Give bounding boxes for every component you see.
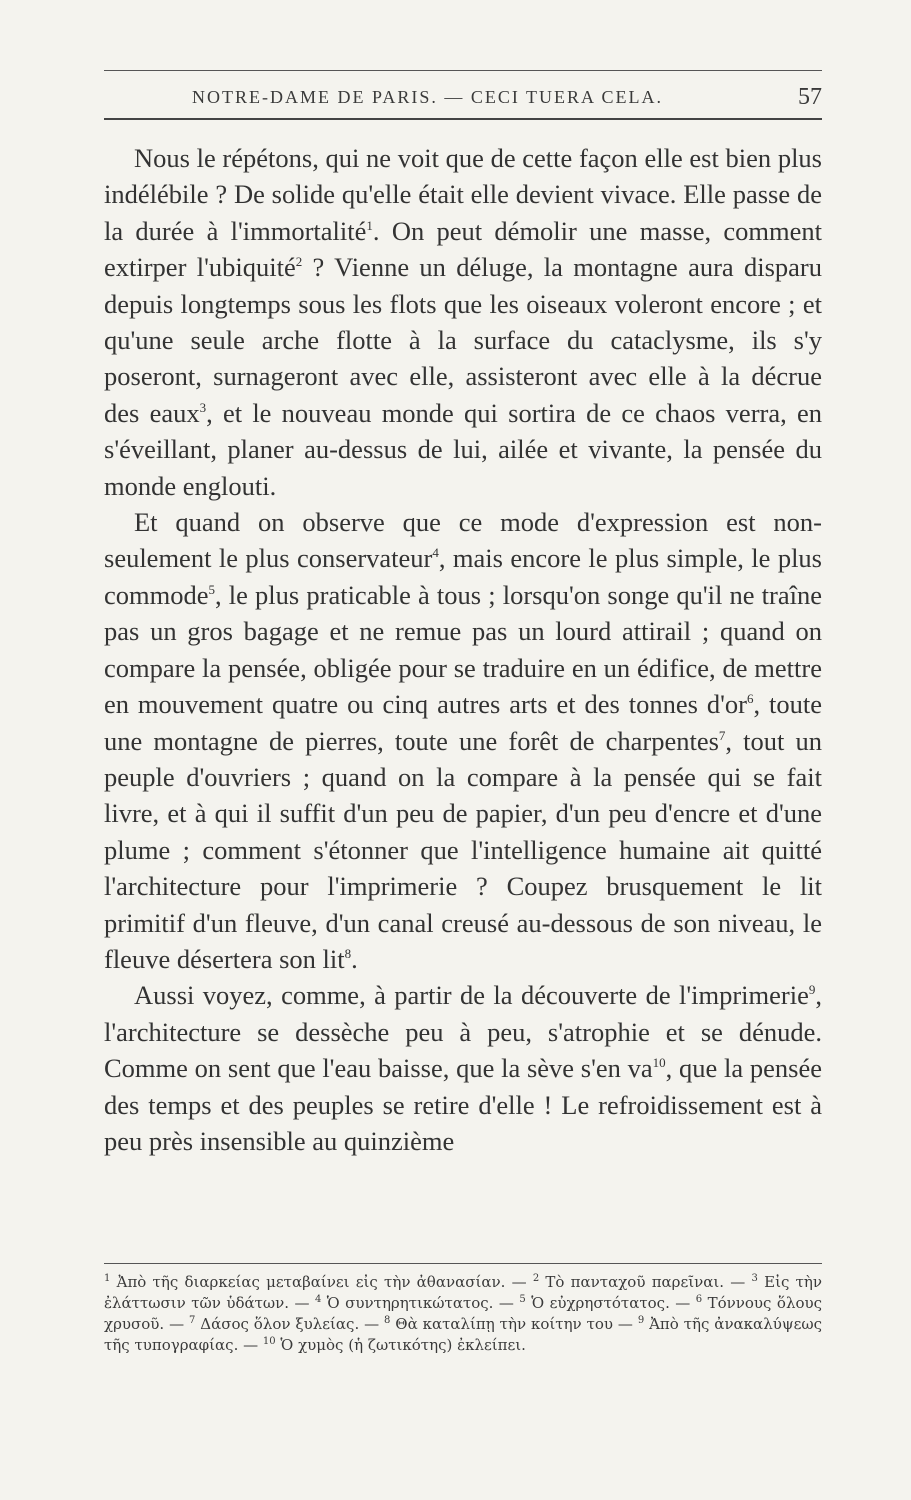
footnote-text: Ἀπὸ τῆς διαρκείας μεταβαίνει εἰς τὴν ἀθανασίαν. —: [110, 1273, 533, 1291]
text-run: , mais encore le plus simple, le plus commode: [104, 543, 822, 610]
footnote-rule: [104, 1263, 822, 1264]
note-ref: 4: [432, 545, 439, 561]
page-number: 57: [798, 83, 822, 110]
top-rule: [104, 70, 822, 71]
body-text: [104, 140, 822, 1159]
paragraph: [104, 140, 822, 504]
text-run: ? Vienne un déluge, la montagne aura disparu depuis longtemps sous les flots que les oiseaux voleront encore ; et qu'une seule arche flotte à la surface du cataclysme, ils s'y poseront, surnageront avec elle, assisteront avec elle à la décrue des eaux: [104, 252, 822, 428]
text-run: , que la pensée des temps et des peuples se retire d'elle ! Le refroidissement est à peu près insensible au quinzième: [104, 1053, 822, 1156]
text-run: , le plus praticable à tous ; lorsqu'on songe qu'il ne traîne pas un gros bagage et ne remue pas un lourd attirail ; quand on compare la pensée, obligée pour se traduire en un édifice, de mettre en mouvement quatre ou cinq autres arts et des tonnes d'or: [104, 579, 822, 720]
note-ref: 2: [295, 254, 303, 270]
note-ref: 1: [366, 217, 373, 233]
text-run: Aussi voyez, comme, à partir de la découverte de l'imprimerie: [134, 980, 809, 1011]
footnote-text: Ὁ χυμὸς (ἡ ζωτικότης) ἐκλείπει.: [275, 1336, 526, 1354]
text-run: , et le nouveau monde qui sortira de ce chaos verra, en s'éveillant, planer au-dessus de lui, ailée et vivante, la pensée du monde englouti.: [104, 397, 822, 501]
footnote-text: Τόννους ὅλους χρυσοῦ. —: [104, 1294, 822, 1333]
text-run: , toute une montagne de pierres, toute une forêt de charpentes: [104, 689, 822, 756]
footnote-text: Ὁ εὐχρηστότατος. —: [525, 1294, 696, 1312]
footnote-number: 4: [314, 1294, 322, 1305]
note-ref: 9: [808, 982, 816, 998]
footnote-number: 7: [188, 1315, 196, 1326]
footnote-number: 3: [751, 1273, 758, 1284]
footnote-number: 10: [262, 1336, 276, 1347]
footnote-number: 8: [384, 1315, 391, 1326]
footnote-number: 6: [695, 1294, 703, 1305]
note-ref: 7: [718, 727, 726, 743]
text-run: .: [351, 943, 358, 974]
text-run: , tout un peuple d'ouvriers ; quand on la compare à la pensée qui se fait livre, et à qui il suffit d'un peu de papier, d'un peu d'encre et d'une plume ; comment s'étonner que l'intelligence humaine ait quitté l'architecture pour l'imprimerie ? Coupez brusquement le lit primitif d'un fleuve, d'un canal creusé au-dessous de son niveau, le fleuve désertera son lit: [104, 725, 822, 974]
text-run: Et quand on observe que ce mode d'expression est non-seulement le plus conservateur: [104, 507, 822, 574]
footnote-text: Δάσος ὅλον ξυλείας. —: [195, 1315, 385, 1333]
footnote-text: Ἀπὸ τῆς ἀνακαλύψεως τῆς τυπογραφίας. —: [104, 1315, 822, 1354]
footnote-number: 1: [104, 1273, 111, 1284]
text-run: , l'architecture se dessèche peu à peu, s'atrophie et se dénude. Comme on sent que l'eau baisse, que la sève s'en va: [104, 980, 822, 1084]
footnotes: [104, 1272, 822, 1356]
footnote-number: 2: [532, 1273, 540, 1284]
footnote-text: Τὸ πανταχοῦ παρεῖναι. —: [539, 1273, 752, 1291]
text-run: Nous le répétons, qui ne voit que de cette façon elle est bien plus indélébile ? De solide qu'elle était elle devient vivace. Elle passe de la durée à l'immortalité: [104, 143, 822, 246]
footnote-number: 9: [637, 1315, 645, 1326]
note-ref: 8: [344, 946, 352, 962]
note-ref: 5: [208, 582, 215, 598]
header-rule: [104, 118, 822, 120]
footnote-number: 5: [519, 1294, 526, 1305]
running-head: [104, 84, 822, 110]
footnote-text: Ὁ συντηρητικώτατος. —: [321, 1294, 520, 1312]
note-ref: 10: [652, 1055, 666, 1071]
text-run: . On peut démolir une masse, comment extirper l'ubiquité: [104, 215, 822, 283]
note-ref: 3: [199, 400, 207, 416]
footnote-text: Θὰ καταλίπῃ τὴν κοίτην του —: [390, 1315, 638, 1333]
running-title: NOTRE-DAME DE PARIS. — CECI TUERA CELA.: [192, 86, 664, 107]
paragraph: [104, 977, 822, 1159]
note-ref: 6: [746, 691, 754, 707]
paragraph: [104, 504, 822, 977]
footnote-text: Εἰς τὴν ἐλάττωσιν τῶν ὑδάτων. —: [104, 1273, 822, 1312]
